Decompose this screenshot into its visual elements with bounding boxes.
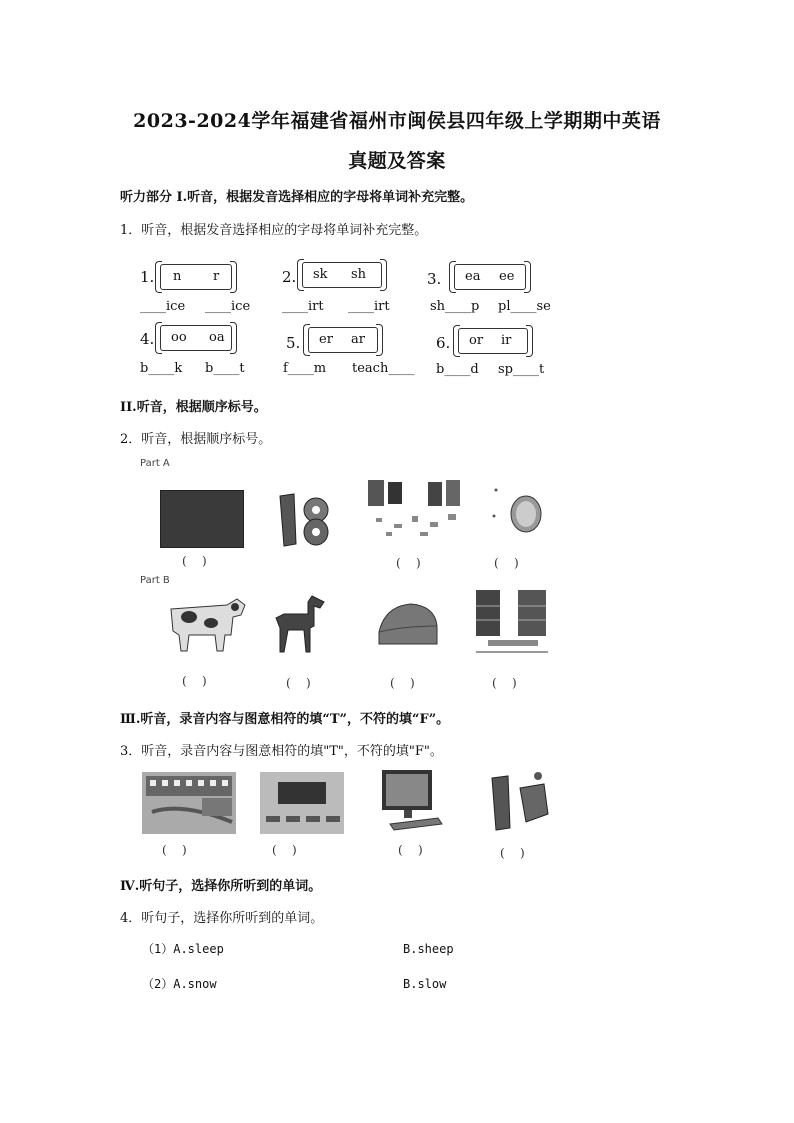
option-1a: （1）A.sleep — [142, 942, 224, 956]
cow-image — [165, 595, 251, 657]
letter-scroll — [458, 328, 528, 354]
bread-image — [375, 592, 441, 654]
word-blank: sp____t — [498, 362, 545, 377]
classroom-board-image — [260, 772, 344, 834]
question-4: 4．听句子，选择你所听到的单词。 — [120, 911, 324, 926]
section-2-heading: II.听音，根据顺序标号。 — [120, 400, 267, 415]
option-1b: B.sheep — [403, 942, 454, 956]
ruler-eraser-image — [486, 768, 558, 834]
word-blank: b____k — [140, 361, 183, 376]
letter-option-b: ar — [351, 332, 365, 347]
item-number: 1. — [140, 268, 155, 286]
word-blank: pl____se — [498, 299, 551, 314]
answer-paren: ( ) — [492, 676, 517, 690]
letter-option-a: or — [469, 333, 484, 348]
letter-scroll — [454, 264, 526, 290]
answer-paren: ( ) — [396, 556, 421, 570]
part-a-label: Part A — [140, 458, 170, 469]
answer-paren: ( ) — [494, 556, 519, 570]
answer-paren: ( ) — [390, 676, 415, 690]
clock-image — [486, 484, 558, 544]
word-blank: ____irt — [282, 299, 324, 314]
item-number: 3. — [427, 270, 442, 288]
item-number: 4. — [140, 330, 155, 348]
section-3-heading: Ⅲ.听音，录音内容与图意相符的填“T”，不符的填“F”。 — [120, 712, 450, 727]
computer-image — [378, 766, 448, 836]
letter-option-b: ir — [501, 333, 512, 348]
letter-option-b: r — [213, 269, 220, 284]
letter-scroll — [308, 327, 378, 353]
word-blank: ____ice — [140, 299, 186, 314]
word-blank: teach____ — [352, 361, 415, 376]
letter-option-a: sk — [313, 267, 328, 282]
word-blank: ____irt — [348, 299, 390, 314]
item-number: 5. — [286, 334, 301, 352]
section-4-heading: Ⅳ.听句子，选择你所听到的单词。 — [120, 879, 322, 894]
letter-option-a: er — [319, 332, 333, 347]
answer-paren: ( ) — [272, 843, 297, 857]
section-1-heading: 听力部分 I.听音，根据发音选择相应的字母将单词补充完整。 — [120, 190, 474, 205]
letter-scroll — [160, 325, 232, 351]
word-blank: f____m — [283, 361, 327, 376]
answer-paren: ( ) — [500, 846, 525, 860]
item-number: 6. — [436, 334, 451, 352]
title-line-2: 真题及答案 — [348, 150, 446, 172]
letter-scroll — [302, 262, 382, 288]
answer-paren: ( ) — [286, 676, 311, 690]
item-number: 2. — [282, 268, 297, 286]
library-image — [474, 586, 550, 656]
answer-paren: ( ) — [398, 843, 423, 857]
option-2b: B.slow — [403, 977, 447, 991]
blackboard-image — [160, 490, 244, 548]
letter-option-a: oo — [171, 330, 187, 345]
school-image — [142, 772, 236, 834]
ruler-and-eraser-image — [272, 490, 344, 550]
letter-option-b: ee — [499, 269, 515, 284]
classroom-image — [364, 472, 464, 542]
option-2a: （2）A.snow — [142, 977, 217, 991]
letter-option-b: sh — [351, 267, 367, 282]
letter-option-a: n — [173, 269, 182, 284]
answer-paren: ( ) — [182, 554, 207, 568]
word-blank: b____d — [436, 362, 479, 377]
word-blank: ____ice — [205, 299, 251, 314]
title-line-1: 2023-2024学年福建省福州市闽侯县四年级上学期期中英语 — [133, 110, 661, 132]
question-1: 1．听音，根据发音选择相应的字母将单词补充完整。 — [120, 223, 428, 238]
word-blank: b____t — [205, 361, 245, 376]
answer-paren: ( ) — [182, 674, 207, 688]
question-3: 3．听音，录音内容与图意相符的填"T"，不符的填"F"。 — [120, 744, 443, 759]
word-blank: sh____p — [430, 299, 480, 314]
letter-scroll — [160, 264, 232, 290]
letter-option-b: oa — [209, 330, 225, 345]
letter-option-a: ea — [465, 269, 481, 284]
part-b-label: Part B — [140, 575, 170, 586]
question-2: 2．听音，根据顺序标号。 — [120, 432, 272, 447]
answer-paren: ( ) — [162, 843, 187, 857]
horse-image — [270, 592, 332, 658]
